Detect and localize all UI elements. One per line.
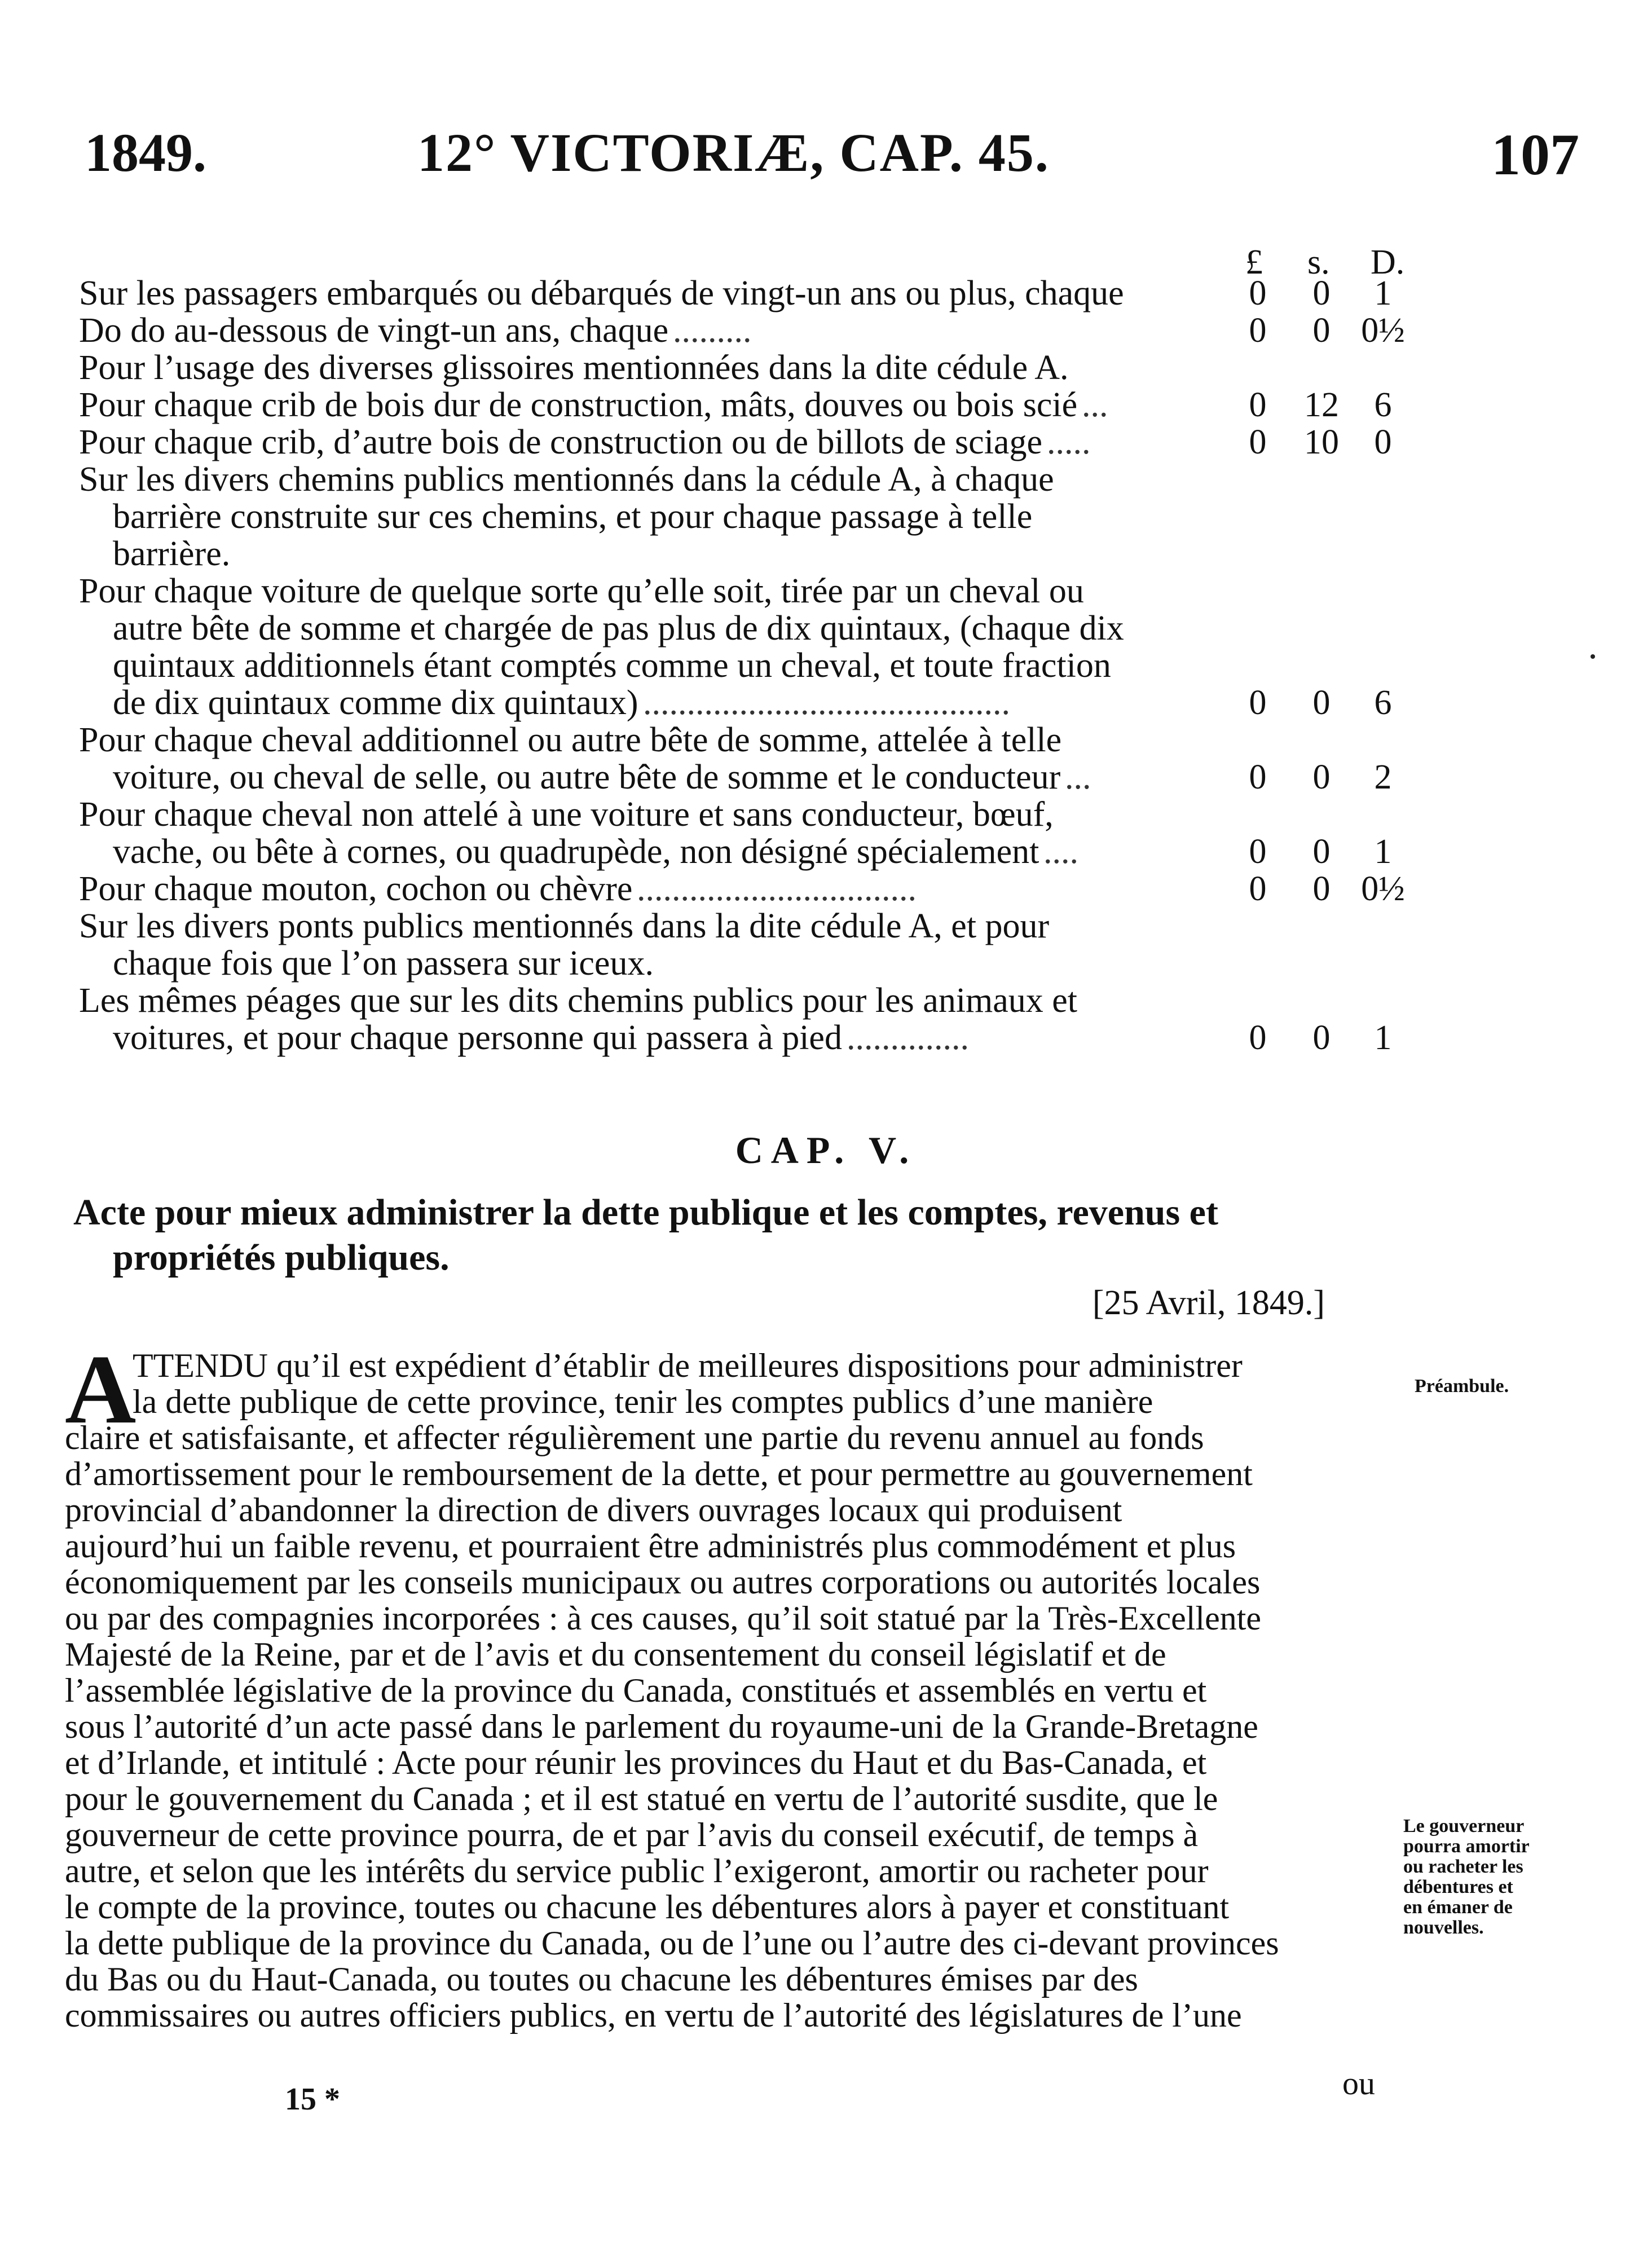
amount-shillings: 10 [1304, 423, 1339, 461]
toll-row [79, 571, 1410, 611]
body-line: pour le gouvernement du Canada ; et il est statué en vertu de l’autorité susdite, que le [65, 1780, 1218, 1817]
act-title-line1: Acte pour mieux administrer la dette publique et les comptes, revenus et [73, 1192, 1218, 1233]
toll-row [79, 869, 1410, 909]
toll-row [79, 460, 1410, 499]
amount-pounds: 0 [1249, 1019, 1267, 1057]
margin-note-line: débentures et [1403, 1877, 1513, 1897]
body-line: le compte de la province, toutes ou chacune les débentures alors à payer et constituant [65, 1888, 1230, 1926]
toll-description: voitures, et pour chaque personne qui passera à pied [113, 1019, 842, 1057]
body-line: claire et satisfaisante, et affecter régulièrement une partie du revenu annuel au fonds [65, 1419, 1204, 1456]
body-line: la dette publique de la province du Canada, ou de l’une ou l’autre des ci-devant provinces [65, 1924, 1279, 1962]
body-line: et d’Irlande, et intitulé : Acte pour réunir les provinces du Haut et du Bas-Canada, et [65, 1744, 1207, 1781]
amount-shillings: 0 [1312, 311, 1331, 350]
toll-description: Pour chaque mouton, cochon ou chèvre [79, 870, 633, 908]
amount-shillings: 0 [1312, 833, 1331, 871]
amount-pence: 0½ [1361, 870, 1405, 908]
amount-pence: 6 [1374, 684, 1392, 722]
amount-shillings: 12 [1304, 386, 1339, 424]
body-line: TTENDU qu’il est expédient d’établir de meilleures dispositions pour administrer [133, 1347, 1243, 1384]
leader-dots: .... [1043, 833, 1078, 871]
toll-description: Pour chaque cheval non attelé à une voiture et sans conducteur, bœuf, [79, 795, 1054, 834]
toll-description: Sur les divers ponts publics mentionnés dans la dite cédule A, et pour [79, 907, 1050, 945]
toll-row [79, 422, 1410, 462]
body-line: ou par des compagnies incorporées : à ces causes, qu’il soit statué par la Très-Excellente [65, 1600, 1262, 1637]
header-title: 12° VICTORIÆ, CAP. 45. [417, 122, 1050, 183]
page-number: 107 [1491, 122, 1579, 187]
amount-pence: 6 [1374, 386, 1392, 424]
amount-pounds: 0 [1249, 758, 1267, 796]
amount-pounds: 0 [1249, 274, 1267, 312]
toll-row [79, 311, 1410, 350]
body-line: gouverneur de cette province pourra, de et par l’avis du conseil exécutif, de temps à [65, 1816, 1199, 1853]
toll-description: Pour l’usage des diverses glissoires mentionnées dans la dite cédule A. [79, 349, 1069, 387]
amount-pounds: 0 [1249, 870, 1267, 908]
amount-shillings: 0 [1312, 870, 1331, 908]
act-title [73, 1190, 1399, 1280]
margin-note-line: en émaner de [1403, 1897, 1513, 1918]
toll-description: Do do au-dessous de vingt-un ans, chaque [79, 311, 669, 350]
body-line: du Bas ou du Haut-Canada, ou toutes ou chacune les débentures émises par des [65, 1961, 1138, 1998]
toll-description: Pour chaque voiture de quelque sorte qu’elle soit, tirée par un cheval ou [79, 572, 1084, 610]
toll-row [79, 832, 1410, 871]
body-line: autre, et selon que les intérêts du service public l’exigeront, amortir ou racheter pour [65, 1852, 1209, 1890]
body-line: provincial d’abandonner la direction de divers ouvrages locaux qui produisent [65, 1491, 1122, 1529]
toll-description: barrière. [113, 535, 231, 573]
drop-cap: A [65, 1334, 136, 1444]
body-line: d’amortissement pour le remboursement de la dette, et pour permettre au gouvernement [65, 1455, 1253, 1492]
header-year: 1849. [85, 122, 206, 183]
toll-description: voiture, ou cheval de selle, ou autre bête de somme et le conducteur [113, 758, 1061, 796]
toll-row [79, 609, 1410, 648]
toll-row [79, 906, 1410, 946]
amount-shillings: 0 [1312, 758, 1331, 796]
body-line: aujourd’hui un faible revenu, et pourraient être administrés plus commodément et plus [65, 1527, 1236, 1565]
leader-dots: .............. [847, 1019, 969, 1057]
amount-pence: 1 [1374, 833, 1392, 871]
assent-date: [25 Avril, 1849.] [1092, 1284, 1325, 1322]
margin-note-line: pourra amortir [1403, 1836, 1530, 1857]
toll-row [79, 795, 1410, 834]
toll-row [79, 981, 1410, 1020]
body-line: la dette publique de cette province, tenir les comptes publics d’une manière [133, 1383, 1153, 1420]
margin-note-line: nouvelles. [1403, 1917, 1484, 1938]
amount-pounds: 0 [1249, 423, 1267, 461]
toll-description: Pour chaque cheval additionnel ou autre bête de somme, attelée à telle [79, 721, 1062, 759]
act-title-line2: propriétés publiques. [113, 1237, 450, 1278]
body-line: sous l’autorité d’un acte passé dans le parlement du royaume-uni de la Grande-Bretagne [65, 1708, 1258, 1745]
leader-dots: .......................................... [643, 684, 1010, 722]
catchword: ou [1342, 2065, 1375, 2102]
shillings-column-head: s. [1307, 243, 1330, 281]
toll-description: barrière construite sur ces chemins, et pour chaque passage à telle [113, 497, 1033, 536]
toll-description: vache, ou bête à cornes, ou quadrupède, non désigné spécialement [113, 833, 1039, 871]
pence-column-head: D. [1371, 243, 1405, 281]
margin-note-line: Le gouverneur [1403, 1816, 1525, 1836]
toll-description: Pour chaque crib de bois dur de construction, mâts, douves ou bois scié [79, 386, 1078, 424]
pounds-column-head: £ [1245, 243, 1263, 281]
toll-row [79, 1018, 1410, 1058]
amount-shillings: 0 [1312, 1019, 1331, 1057]
toll-description: de dix quintaux comme dix quintaux) [113, 684, 638, 722]
page-header [85, 121, 1579, 200]
toll-row [79, 683, 1410, 723]
toll-row [79, 274, 1410, 313]
toll-row [79, 497, 1410, 536]
leader-dots: ................................ [637, 870, 917, 908]
amount-pence: 1 [1374, 1019, 1392, 1057]
body-line: Majesté de la Reine, par et de l’avis et du consentement du conseil législatif et de [65, 1636, 1166, 1673]
toll-description: Sur les passagers embarqués ou débarqués de vingt-un ans ou plus, chaque [79, 274, 1124, 312]
toll-row [79, 534, 1410, 574]
toll-description: Les mêmes péages que sur les dits chemins publics pour les animaux et [79, 981, 1078, 1020]
toll-description: quintaux additionnels étant comptés comme un cheval, et toute fraction [113, 646, 1111, 685]
toll-row [79, 646, 1410, 685]
toll-row [79, 944, 1410, 983]
amount-pence: 2 [1374, 758, 1392, 796]
leader-dots: ... [1065, 758, 1091, 796]
amount-pounds: 0 [1249, 684, 1267, 722]
amount-pounds: 0 [1249, 311, 1267, 350]
amount-shillings: 0 [1312, 684, 1331, 722]
leader-dots: ... [1082, 386, 1108, 424]
amount-pence: 1 [1374, 274, 1392, 312]
chapter-heading: CAP. V. [735, 1129, 917, 1171]
margin-note-preamble: Préambule. [1415, 1376, 1509, 1397]
toll-description: chaque fois que l’on passera sur iceux. [113, 944, 654, 983]
toll-row [79, 720, 1410, 760]
ink-speck [1591, 654, 1595, 659]
toll-description: autre bête de somme et chargée de pas plus de dix quintaux, (chaque dix [113, 609, 1124, 648]
body-line: commissaires ou autres officiers publics, en vertu de l’autorité des législatures de l’une [65, 1997, 1242, 2034]
toll-description: Pour chaque crib, d’autre bois de construction ou de billots de sciage [79, 423, 1042, 461]
leader-dots: ..... [1047, 423, 1091, 461]
body-line: l’assemblée législative de la province du Canada, constitués et assemblés en vertu et [65, 1672, 1207, 1709]
margin-note-line: ou racheter les [1403, 1856, 1523, 1877]
amount-pence: 0½ [1361, 311, 1405, 350]
amount-shillings: 0 [1312, 274, 1331, 312]
amount-pence: 0 [1374, 423, 1392, 461]
amount-pounds: 0 [1249, 833, 1267, 871]
amount-pounds: 0 [1249, 386, 1267, 424]
margin-note-governor [1403, 1816, 1530, 1938]
leader-dots: ......... [673, 311, 752, 350]
toll-description: Sur les divers chemins publics mentionnés dans la cédule A, à chaque [79, 460, 1054, 499]
toll-row [79, 385, 1410, 425]
body-line: économiquement par les conseils municipaux ou autres corporations ou autorités locales [65, 1563, 1261, 1601]
toll-row [79, 757, 1410, 797]
signature-mark: 15 * [285, 2082, 340, 2117]
toll-row [79, 348, 1410, 387]
